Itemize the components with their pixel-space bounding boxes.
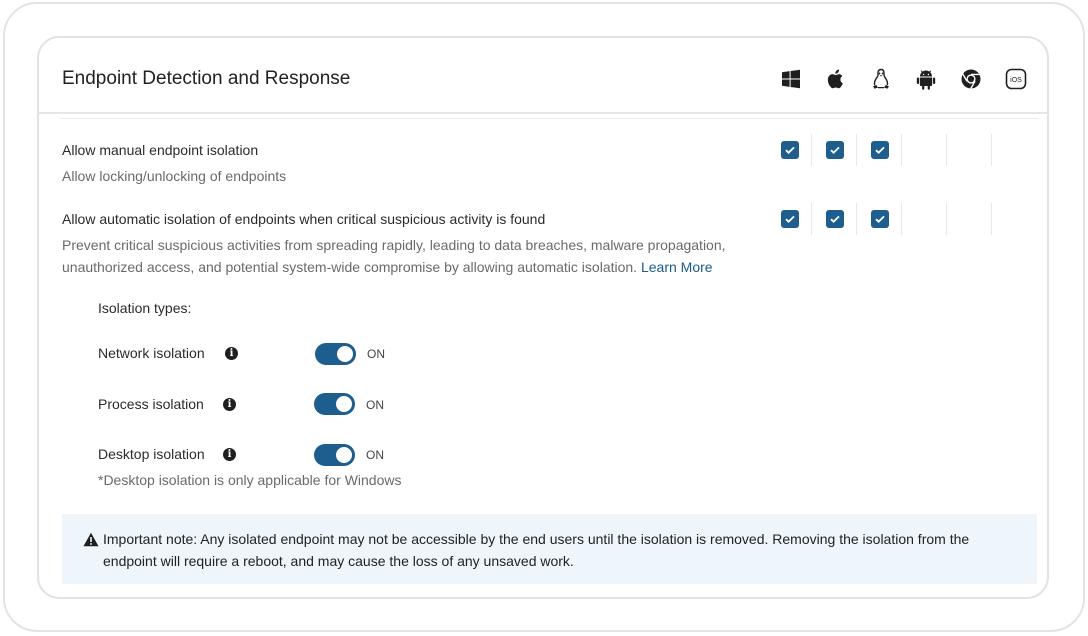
auto-ios-cell [992,203,1037,235]
windows-icon [779,67,803,91]
svg-text:iOS: iOS [1010,77,1022,84]
automatic-isolation-description [62,234,782,278]
process-isolation-toggle[interactable] [314,393,355,415]
process-isolation-label: Process isolation [98,396,204,412]
android-icon [914,67,938,91]
isolation-types-heading: Isolation types: [98,300,192,316]
desktop-isolation-state: ON [366,448,384,462]
warning-icon [83,532,99,547]
check-icon [829,144,841,156]
manual-macos-checkbox[interactable] [826,141,844,159]
manual-isolation-description: Allow locking/unlocking of endpoints [62,168,287,184]
chrome-icon [959,67,983,91]
desktop-isolation-label: Desktop isolation [98,446,205,462]
auto-macos-cell [812,203,857,235]
toggle-knob [336,447,352,463]
process-isolation-state: ON [366,398,384,412]
auto-chrome-cell [947,203,992,235]
auto-windows-checkbox[interactable] [781,210,799,228]
card-header [39,38,1047,114]
manual-linux-checkbox[interactable] [871,141,889,159]
ios-icon [1004,67,1028,91]
network-isolation-toggle[interactable] [315,343,356,365]
network-isolation-state: ON [367,347,385,361]
automatic-isolation-title: Allow automatic isolation of endpoints when critical suspicious activity is found [62,211,546,227]
manual-windows-cell [767,134,812,166]
manual-macos-cell [812,134,857,166]
divider [60,118,1038,119]
check-icon [784,213,796,225]
manual-android-cell [902,134,947,166]
auto-linux-checkbox[interactable] [871,210,889,228]
toggle-knob [337,346,353,362]
manual-windows-checkbox[interactable] [781,141,799,159]
linux-icon [869,67,893,91]
check-icon [874,144,886,156]
info-icon[interactable]: i [223,398,236,411]
edr-settings-card [37,36,1049,599]
desktop-isolation-toggle[interactable] [314,444,355,466]
info-icon[interactable]: i [225,347,238,360]
toggle-knob [336,396,352,412]
check-icon [874,213,886,225]
auto-macos-checkbox[interactable] [826,210,844,228]
check-icon [784,144,796,156]
learn-more-link[interactable]: Learn More [640,259,713,275]
check-icon [829,213,841,225]
automatic-isolation-description-text: Prevent critical suspicious activities from spreading rapidly, leading to data breaches, malware propagation, unauthorized access, and potential system-wide compromise by allowing automatic isolation. [62,237,726,275]
important-note [62,514,1037,584]
info-icon[interactable]: i [223,448,236,461]
important-note-text: Important note: Any isolated endpoint may not be accessible by the end users until the isolation is removed. Removing the isolation from the endpoint will require a reboot, and may cause the loss of any unsaved work. [103,531,970,569]
manual-ios-cell [992,134,1037,166]
manual-chrome-cell [947,134,992,166]
card-title: Endpoint Detection and Response [62,68,351,89]
auto-android-cell [902,203,947,235]
manual-linux-cell [857,134,902,166]
manual-isolation-title: Allow manual endpoint isolation [62,142,259,158]
auto-windows-cell [767,203,812,235]
network-isolation-label: Network isolation [98,345,205,361]
desktop-isolation-footnote: *Desktop isolation is only applicable for Windows [98,472,402,488]
auto-linux-cell [857,203,902,235]
apple-icon [824,67,848,91]
